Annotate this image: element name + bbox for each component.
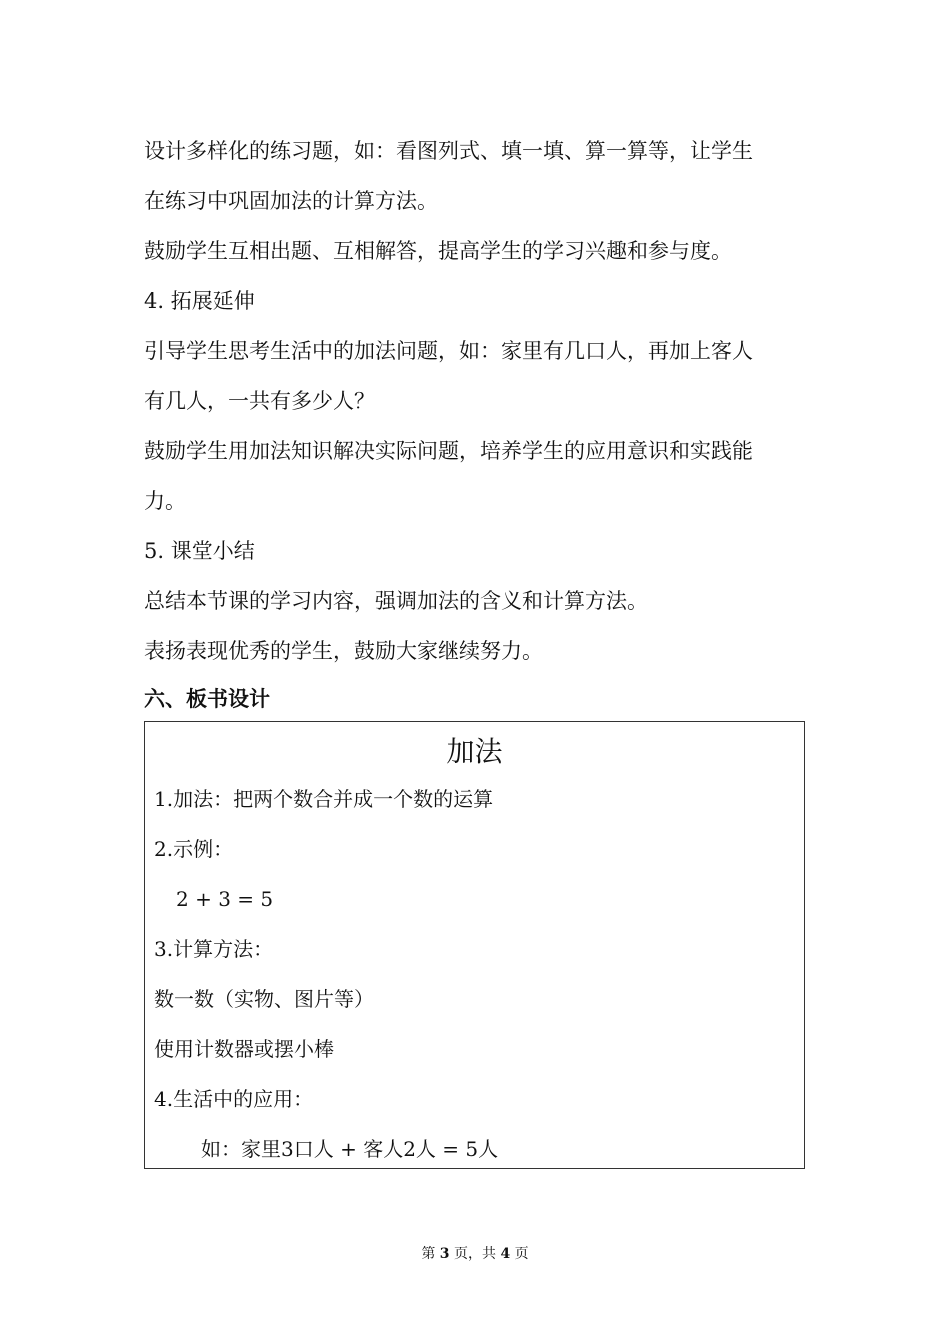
board-line-example-equation: 2 + 3 = 5	[176, 887, 274, 911]
board-line-application-label: 4.生活中的应用：	[154, 1087, 314, 1111]
paragraph-apply-knowledge-cont: 力。	[144, 489, 186, 513]
board-line-method-label: 3.计算方法：	[154, 937, 274, 961]
footer-page-number: 3	[439, 1246, 450, 1262]
paragraph-life-problems-cont: 有几人，一共有多少人？	[144, 389, 375, 413]
paragraph-practice-design-cont: 在练习中巩固加法的计算方法。	[144, 189, 438, 213]
board-design-box	[144, 721, 805, 1169]
footer-suffix: 页	[510, 1246, 529, 1262]
board-line-method-count: 数一数（实物、图片等）	[154, 987, 374, 1011]
footer-total-pages: 4	[500, 1246, 511, 1262]
subheading-summary: 5. 课堂小结	[144, 539, 255, 563]
board-line-method-tools: 使用计数器或摆小棒	[154, 1037, 334, 1061]
paragraph-summary-content: 总结本节课的学习内容，强调加法的含义和计算方法。	[144, 589, 648, 613]
paragraph-life-problems: 引导学生思考生活中的加法问题，如：家里有几口人，再加上客人	[144, 339, 753, 363]
page-footer	[0, 1244, 950, 1264]
paragraph-apply-knowledge: 鼓励学生用加法知识解决实际问题，培养学生的应用意识和实践能	[144, 439, 753, 463]
subheading-extension: 4. 拓展延伸	[144, 289, 255, 313]
footer-middle: 页，共	[449, 1246, 501, 1262]
board-line-example-label: 2.示例：	[154, 837, 234, 861]
footer-prefix: 第	[421, 1246, 440, 1262]
paragraph-encourage-questions: 鼓励学生互相出题、互相解答，提高学生的学习兴趣和参与度。	[144, 239, 732, 263]
section-heading-board-design: 六、板书设计	[144, 687, 270, 711]
paragraph-praise: 表扬表现优秀的学生，鼓励大家继续努力。	[144, 639, 543, 663]
board-title: 加法	[446, 735, 503, 768]
paragraph-practice-design: 设计多样化的练习题，如：看图列式、填一填、算一算等，让学生	[144, 139, 753, 163]
board-line-definition: 1.加法：把两个数合并成一个数的运算	[154, 787, 494, 811]
board-line-application-example: 如：家里3口人 + 客人2人 = 5人	[201, 1137, 499, 1161]
